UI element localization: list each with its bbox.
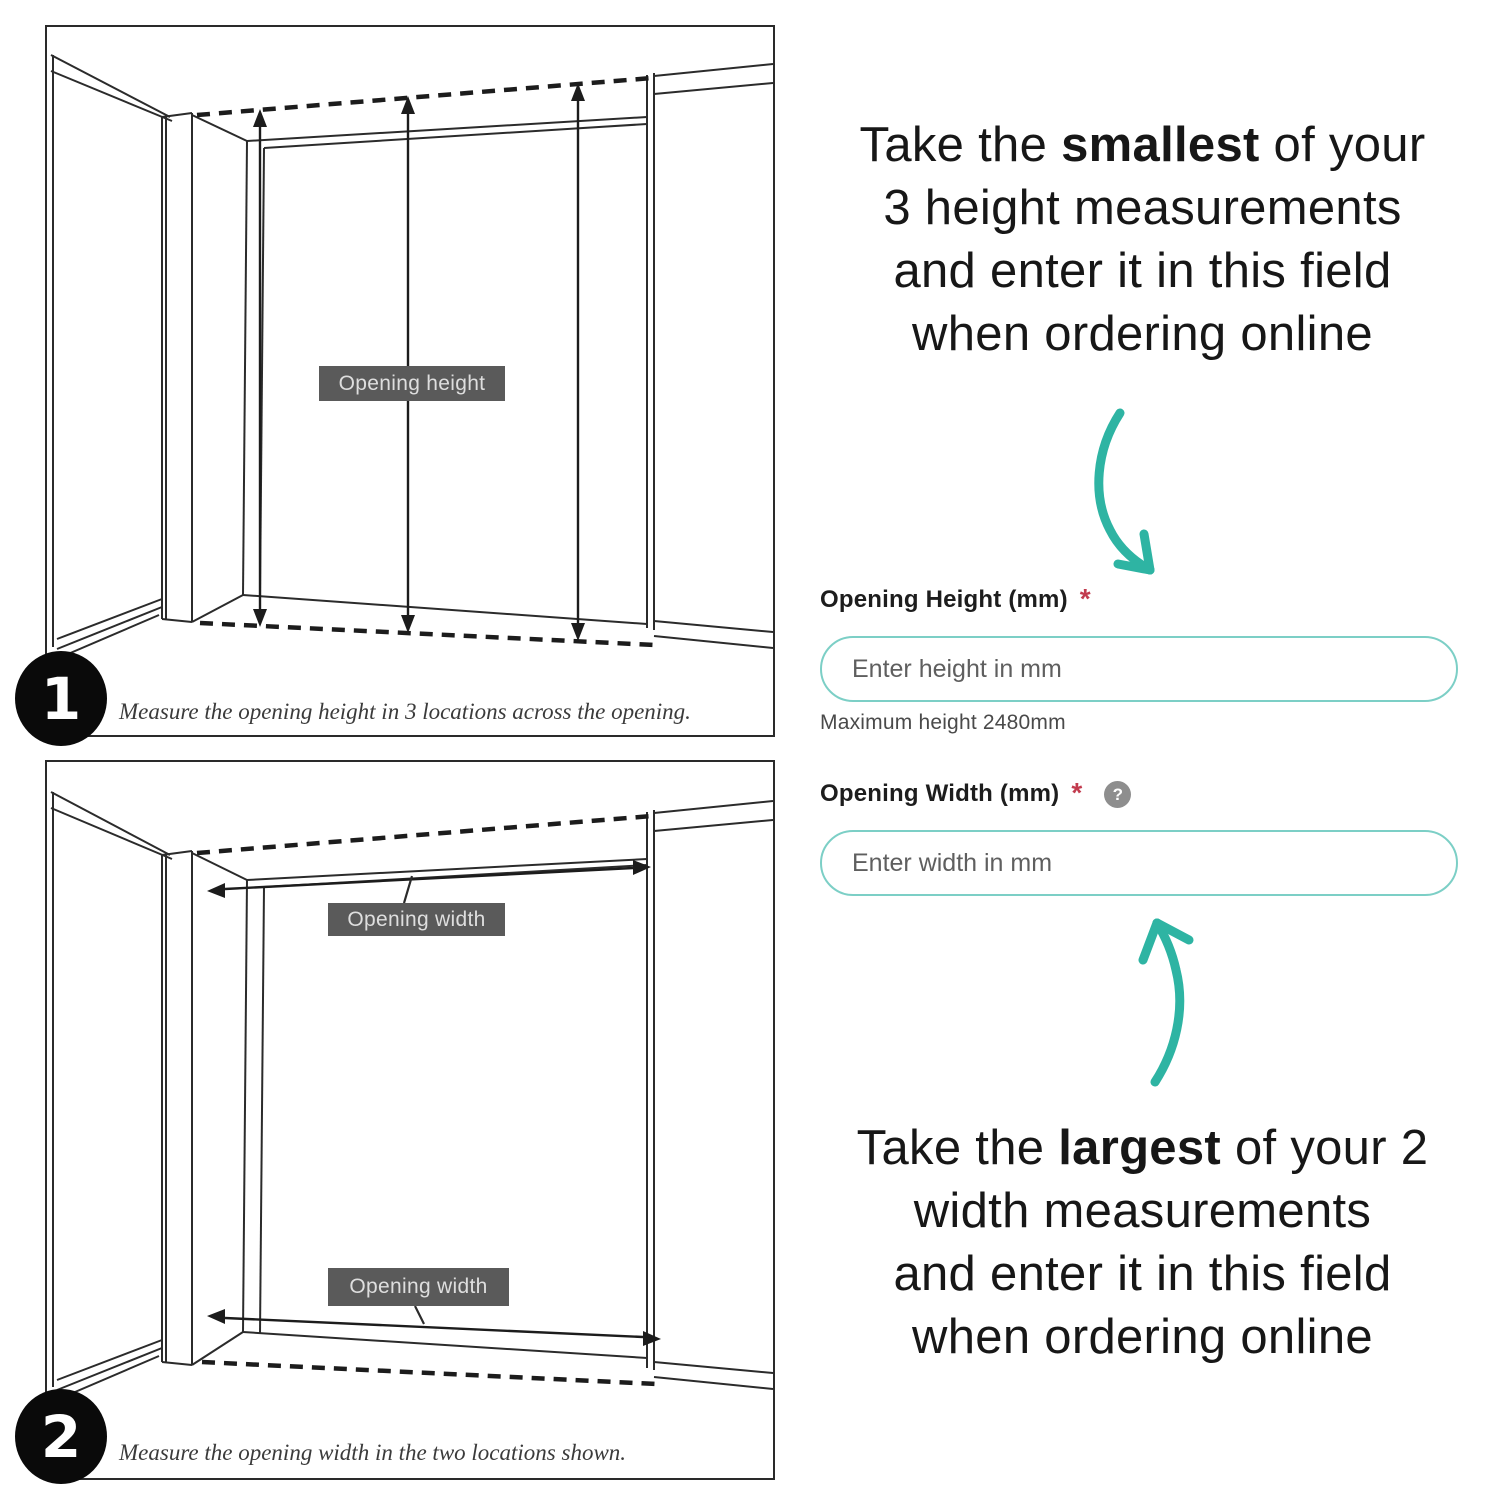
instruction-text: Take the: [859, 118, 1062, 172]
width-diagram-drawing: [47, 762, 773, 1478]
opening-width-label-bottom: Opening width: [328, 1268, 509, 1306]
instruction-text: 3 height measurements: [883, 181, 1402, 235]
opening-height-label: Opening height: [319, 366, 505, 401]
instruction-text: when ordering online: [912, 307, 1373, 361]
instruction-text: of your 2: [1221, 1121, 1429, 1175]
opening-width-field: [820, 777, 1458, 896]
width-instruction-text: [785, 1117, 1500, 1369]
required-asterisk: *: [1079, 583, 1091, 614]
step1-caption: Measure the opening height in 3 locations across the opening.: [119, 699, 691, 724]
step1-badge: 1: [15, 651, 107, 746]
opening-width-field-label: Opening Width (mm): [820, 780, 1060, 807]
instruction-text: width measurements: [913, 1184, 1372, 1238]
opening-width-input[interactable]: [820, 830, 1458, 896]
instruction-text: when ordering online: [912, 1310, 1373, 1364]
max-height-helper-text: Maximum height 2480mm: [820, 711, 1066, 734]
instruction-text: of your: [1259, 118, 1426, 172]
height-instruction-text: [785, 114, 1500, 366]
help-icon[interactable]: ?: [1104, 781, 1131, 808]
width-diagram-panel: [45, 760, 775, 1480]
instruction-text: Take the: [856, 1121, 1059, 1175]
instruction-text: and enter it in this field: [893, 1247, 1392, 1301]
opening-height-field-label: Opening Height (mm): [820, 586, 1068, 613]
instruction-text: and enter it in this field: [893, 244, 1392, 298]
opening-height-field: [820, 583, 1458, 735]
step2-caption: Measure the opening width in the two locations shown.: [119, 1440, 627, 1465]
opening-width-label-top: Opening width: [328, 903, 505, 936]
curved-arrow-down-icon: [1086, 408, 1171, 578]
instruction-bold-word: largest: [1058, 1121, 1222, 1175]
opening-height-input[interactable]: [820, 636, 1458, 702]
height-diagram-panel: [45, 25, 775, 737]
curved-arrow-up-icon: [1130, 914, 1210, 1089]
instruction-bold-word: smallest: [1061, 118, 1260, 172]
step2-badge: 2: [15, 1389, 107, 1484]
required-asterisk: *: [1071, 777, 1083, 808]
